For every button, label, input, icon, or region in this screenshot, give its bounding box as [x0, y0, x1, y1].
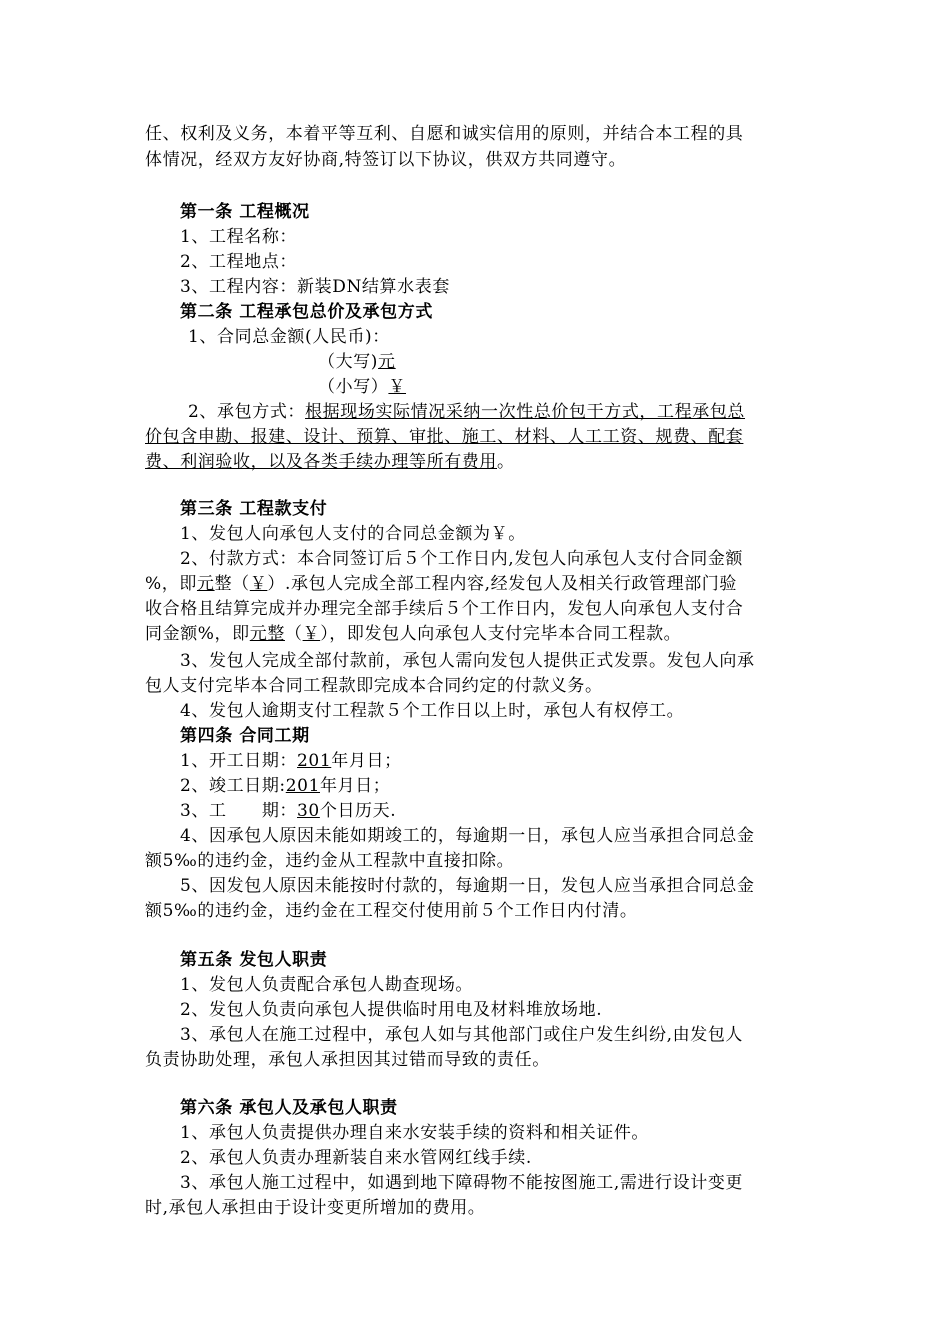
- clause-continuation: 费、利润验收，以及各类手续办理等所有费用。: [145, 452, 515, 472]
- clause-item: 4、发包人逾期支付工程款５个工作日以上时，承包人有权停工。: [180, 701, 685, 721]
- clause-continuation: %，即元整（￥）.承包人完成全部工程内容,经发包人及相关行政管理部门验: [145, 574, 737, 594]
- clause-item: 1、发包人负责配合承包人勘查现场。: [180, 975, 474, 995]
- clause-item: 2、竣工日期:201年月日；: [180, 776, 391, 796]
- amount-words-line: （大写)元: [318, 352, 396, 372]
- clause-item: 3、发包人完成全部付款前，承包人需向发包人提供正式发票。发包人向承: [180, 651, 755, 671]
- clause-item: 1、合同总金额(人民币)：: [188, 327, 390, 347]
- clause-item: 3、承包人在施工过程中，承包人如与其他部门或住户发生纠纷,由发包人: [180, 1025, 744, 1045]
- intro-line: 体情况，经双方友好协商,特签订以下协议，供双方共同遵守。: [145, 150, 627, 170]
- clause-item: 1、发包人向承包人支付的合同总金额为￥。: [180, 524, 526, 544]
- section-title: 第五条 发包人职责: [180, 950, 328, 970]
- clause-item: 2、工程地点：: [180, 252, 298, 272]
- clause-item: 2、承包人负责办理新装自来水管网红线手续.: [180, 1148, 532, 1168]
- clause-continuation: 额5‰的违约金，违约金在工程交付使用前５个工作日内付清。: [145, 901, 638, 921]
- clause-item: 3、工 期：30个日历天.: [180, 801, 397, 821]
- section-title: 第一条 工程概况: [180, 202, 310, 222]
- clause-item: 2、发包人负责向承包人提供临时用电及材料堆放场地.: [180, 1000, 603, 1020]
- clause-item: 2、付款方式：本合同签订后５个工作日内,发包人向承包人支付合同金额: [180, 549, 744, 569]
- amount-figures-line: （小写）￥: [318, 377, 407, 397]
- clause-continuation: 收合格且结算完成并办理完全部手续后５个工作日内，发包人向承包人支付合: [145, 599, 744, 619]
- clause-item: 1、开工日期：201年月日；: [180, 751, 402, 771]
- section-title: 第三条 工程款支付: [180, 499, 328, 519]
- clause-continuation: 时,承包人承担由于设计变更所增加的费用。: [145, 1198, 486, 1218]
- section-title: 第二条 工程承包总价及承包方式: [180, 302, 433, 322]
- clause-item: 4、因承包人原因未能如期竣工的，每逾期一日，承包人应当承担合同总金: [180, 826, 755, 846]
- clause-item: 1、承包人负责提供办理自来水安装手续的资料和相关证件。: [180, 1123, 650, 1143]
- amount-figures-field: ￥: [388, 377, 407, 397]
- clause-item: 5、因发包人原因未能按时付款的，每逾期一日，发包人应当承担合同总金: [180, 876, 755, 896]
- amount-words-field: 元: [378, 352, 396, 372]
- clause-item: 2、承包方式：根据现场实际情况采纳一次性总价包干方式，工程承包总: [188, 402, 746, 422]
- clause-continuation: 同金额%，即元整（￥），即发包人向承包人支付完毕本合同工程款。: [145, 624, 682, 644]
- clause-continuation: 额5‰的违约金，违约金从工程款中直接扣除。: [145, 851, 515, 871]
- clause-item: 3、工程内容：新装DN结算水表套: [180, 277, 450, 297]
- clause-continuation: 负责协助处理，承包人承担因其过错而导致的责任。: [145, 1050, 550, 1070]
- clause-continuation: 包人支付完毕本合同工程款即完成本合同约定的付款义务。: [145, 676, 603, 696]
- intro-line: 任、权利及义务，本着平等互利、自愿和诚实信用的原则，并结合本工程的具: [145, 124, 744, 144]
- clause-continuation: 价包含申勘、报建、设计、预算、审批、施工、材料、人工工资、规费、配套: [145, 427, 744, 447]
- section-title: 第六条 承包人及承包人职责: [180, 1098, 398, 1118]
- section-title: 第四条 合同工期: [180, 726, 310, 746]
- clause-item: 1、工程名称：: [180, 227, 298, 247]
- clause-item: 3、承包人施工过程中，如遇到地下障碍物不能按图施工,需进行设计变更: [180, 1173, 744, 1193]
